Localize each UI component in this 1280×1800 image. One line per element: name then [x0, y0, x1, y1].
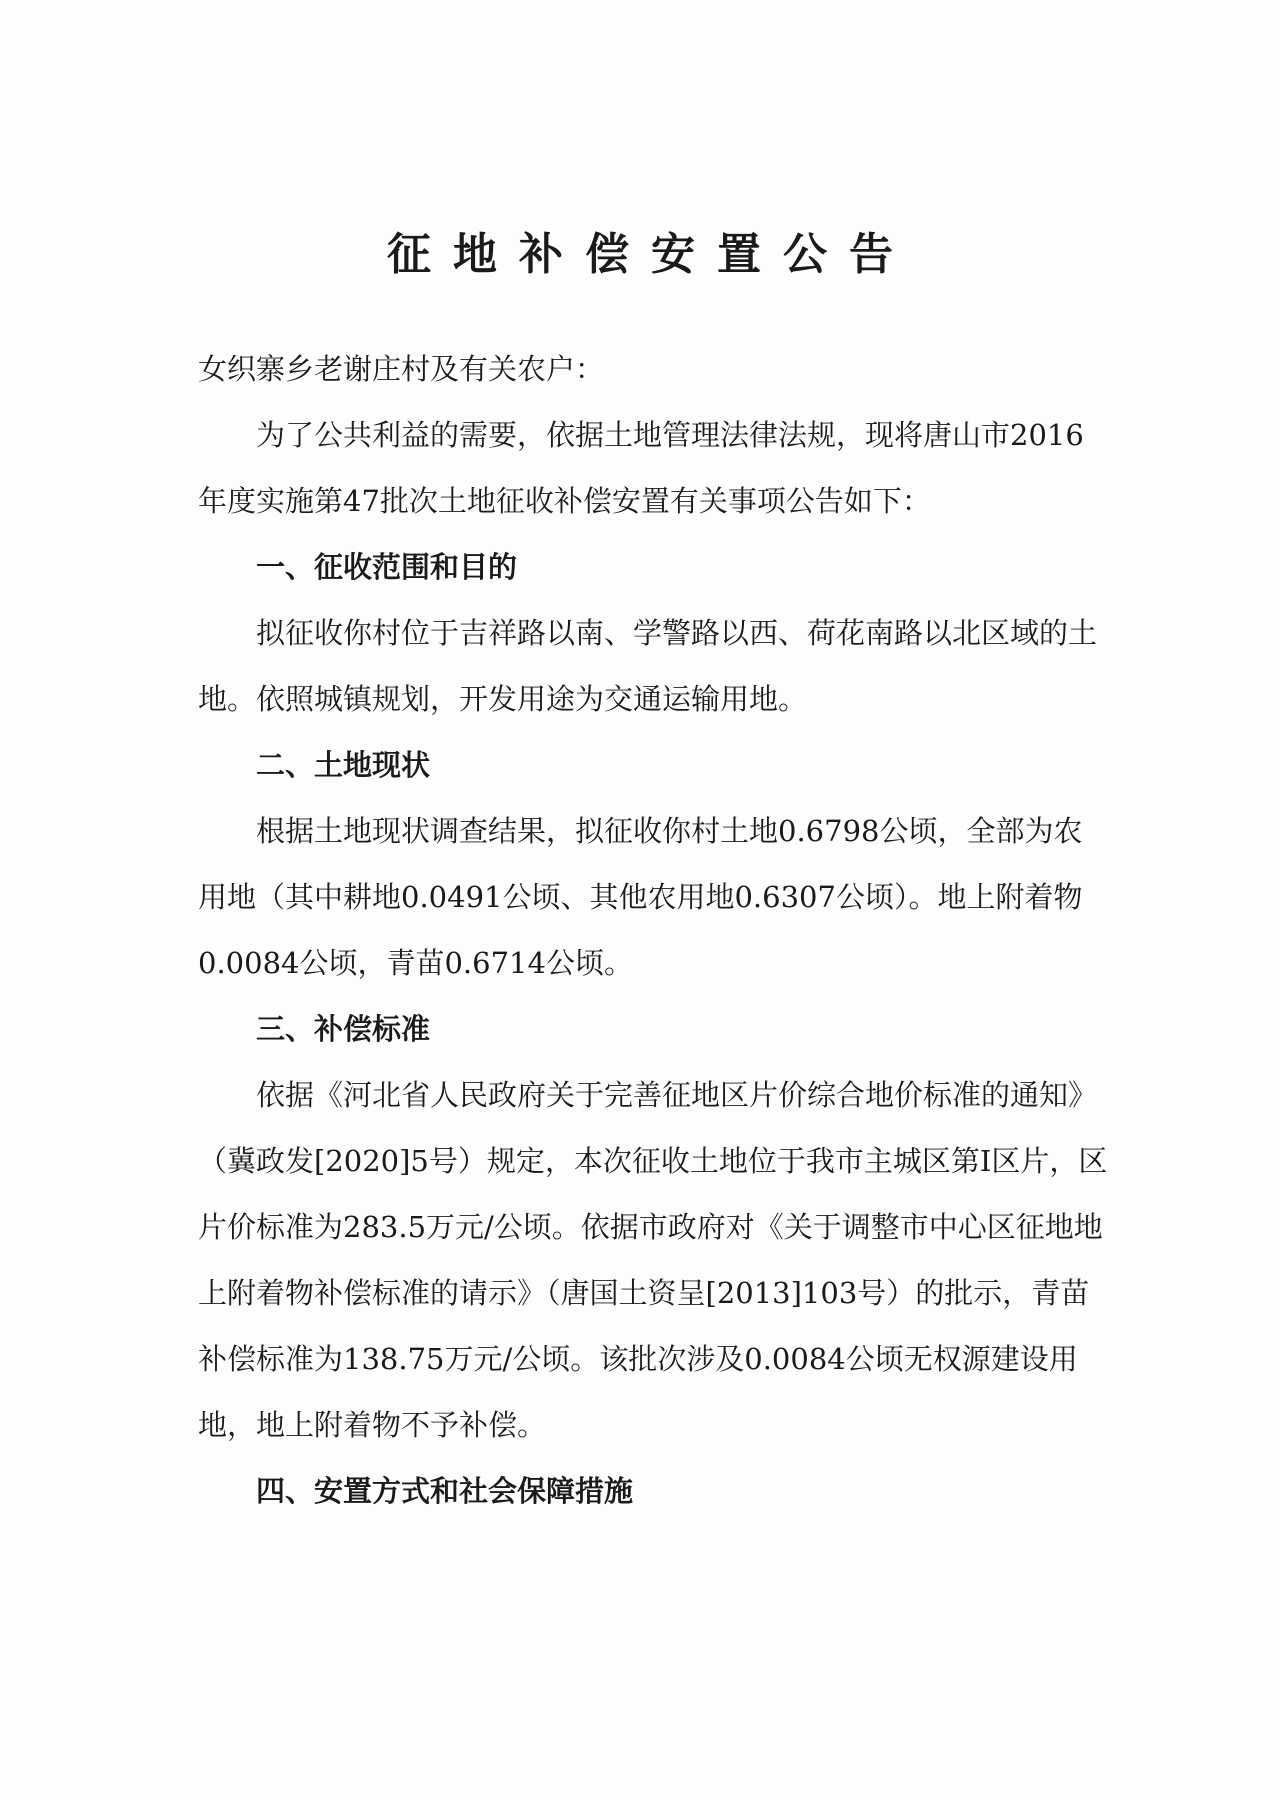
section-2-heading: 二、土地现状: [256, 748, 431, 782]
addressee: 女织寨乡老谢庄村及有关农户：: [198, 352, 605, 386]
document-title: 征地补偿安置公告: [387, 229, 915, 280]
section-4-heading: 四、安置方式和社会保障措施: [256, 1474, 634, 1508]
intro-paragraph: 为了公共利益的需要，依据土地管理法律法规，现将唐山市2016年度实施第47批次土地征收补偿安置有关事项公告如下：: [198, 418, 1084, 518]
section-3-heading: 三、补偿标准: [256, 1012, 431, 1046]
document-body: [198, 336, 1110, 1524]
section-1-heading: 一、征收范围和目的: [256, 550, 518, 584]
section-2-body: 根据土地现状调查结果，拟征收你村土地0.6798公顷，全部为农用地（其中耕地0.0491公顷、其他农用地0.6307公顷）。地上附着物0.0084公顷，青苗0.6714公顷。: [198, 814, 1083, 980]
section-3-body: 依据《河北省人民政府关于完善征地区片价综合地价标准的通知》（冀政发[2020]5号）规定，本次征收土地位于我市主城区第I区片，区片价标准为283.5万元/公顷。依据市政府对《关于调整市中心区征地地上附着物补偿标准的请示》（唐国土资呈[2013]103号）的批示，青苗补偿标准为138.75万元/公顷。该批次涉及0.0084公顷无权源建设用地，地上附着物不予补偿。: [198, 1078, 1108, 1442]
section-1-body: 拟征收你村位于吉祥路以南、学警路以西、荷花南路以北区域的土地。依照城镇规划，开发用途为交通运输用地。: [198, 616, 1098, 716]
